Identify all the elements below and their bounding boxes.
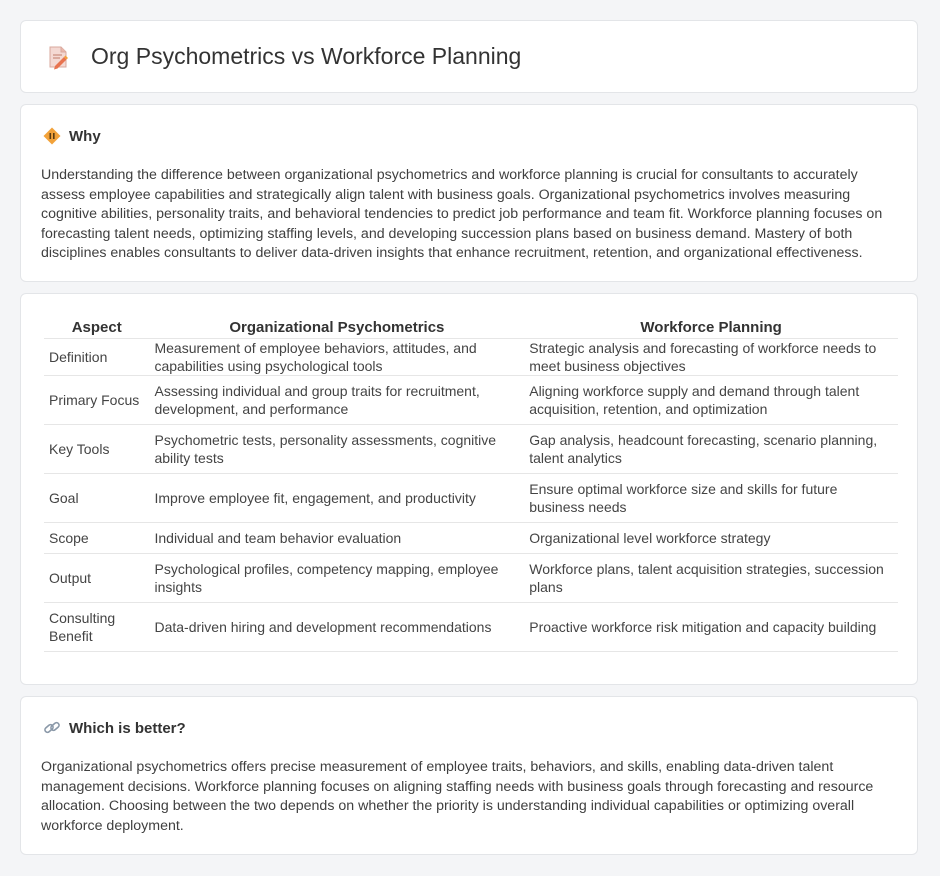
aspect-cell: Goal [44,474,149,523]
table-row [44,425,898,474]
psychometrics-cell: Psychological profiles, competency mapping, employee insights [149,554,524,603]
aspect-cell: Key Tools [44,425,149,474]
why-section [20,104,918,282]
aspect-cell: Consulting Benefit [44,603,149,652]
psychometrics-cell: Psychometric tests, personality assessments, cognitive ability tests [149,425,524,474]
table-row [44,554,898,603]
table-row [44,523,898,554]
workforce-cell: Aligning workforce supply and demand through talent acquisition, retention, and optimization [524,376,898,425]
document-edit-icon [45,44,71,70]
psychometrics-cell: Measurement of employee behaviors, attitudes, and capabilities using psychological tools [149,339,524,376]
psychometrics-cell: Assessing individual and group traits for recruitment, development, and performance [149,376,524,425]
workforce-cell: Organizational level workforce strategy [524,523,898,554]
table-row [44,603,898,652]
better-text: Organizational psychometrics offers precise measurement of employee traits, behaviors, and skills, enabling data-driven talent management decisions. Workforce planning focuses on aligning staffing needs with business goals through forecasting and resource allocation. Choosing between the two depends on whether the priority is understanding individual capabilities or optimizing overall workforce deployment. [41,759,874,834]
why-text: Understanding the difference between organizational psychometrics and workforce planning is crucial for consultants to accurately assess employee capabilities and strategically align talent with business goals. Organizational psychometrics involves measuring cognitive abilities, personality traits, and behavioral tendencies to predict job performance and team fit. Workforce planning focuses on forecasting talent needs, optimizing staffing levels, and developing succession plans based on business demand. Mastery of both disciplines enables consultants to deliver data-driven insights that enhance recruitment, retention, and organizational effectiveness. [41,167,883,262]
psychometrics-cell: Improve employee fit, engagement, and productivity [149,474,524,523]
aspect-cell: Primary Focus [44,376,149,425]
psychometrics-cell: Individual and team behavior evaluation [149,523,524,554]
comparison-section [20,293,918,685]
column-header-workforce: Workforce Planning [524,318,898,339]
table-row [44,474,898,523]
title-row [45,43,521,70]
column-header-psychometrics: Organizational Psychometrics [149,318,524,339]
better-heading: Which is better? [69,719,186,737]
column-header-aspect: Aspect [44,318,149,339]
workforce-cell: Strategic analysis and forecasting of workforce needs to meet business objectives [524,339,898,376]
page-title: Org Psychometrics vs Workforce Planning [91,43,522,69]
why-heading-row [43,127,101,145]
workforce-cell: Proactive workforce risk mitigation and capacity building [524,603,898,652]
workforce-cell: Gap analysis, headcount forecasting, scenario planning, talent analytics [524,425,898,474]
table-row [44,376,898,425]
aspect-cell: Output [44,554,149,603]
header-card [20,20,918,93]
link-icon [43,719,61,737]
diamond-sign-icon [43,127,61,145]
psychometrics-cell: Data-driven hiring and development recommendations [149,603,524,652]
aspect-cell: Definition [44,339,149,376]
why-heading: Why [69,127,101,145]
table-row [44,339,898,376]
comparison-table [44,318,898,652]
aspect-cell: Scope [44,523,149,554]
table-header-row [44,318,898,339]
better-heading-row [43,719,186,737]
which-better-section [20,696,918,855]
workforce-cell: Ensure optimal workforce size and skills for future business needs [524,474,898,523]
workforce-cell: Workforce plans, talent acquisition strategies, succession plans [524,554,898,603]
